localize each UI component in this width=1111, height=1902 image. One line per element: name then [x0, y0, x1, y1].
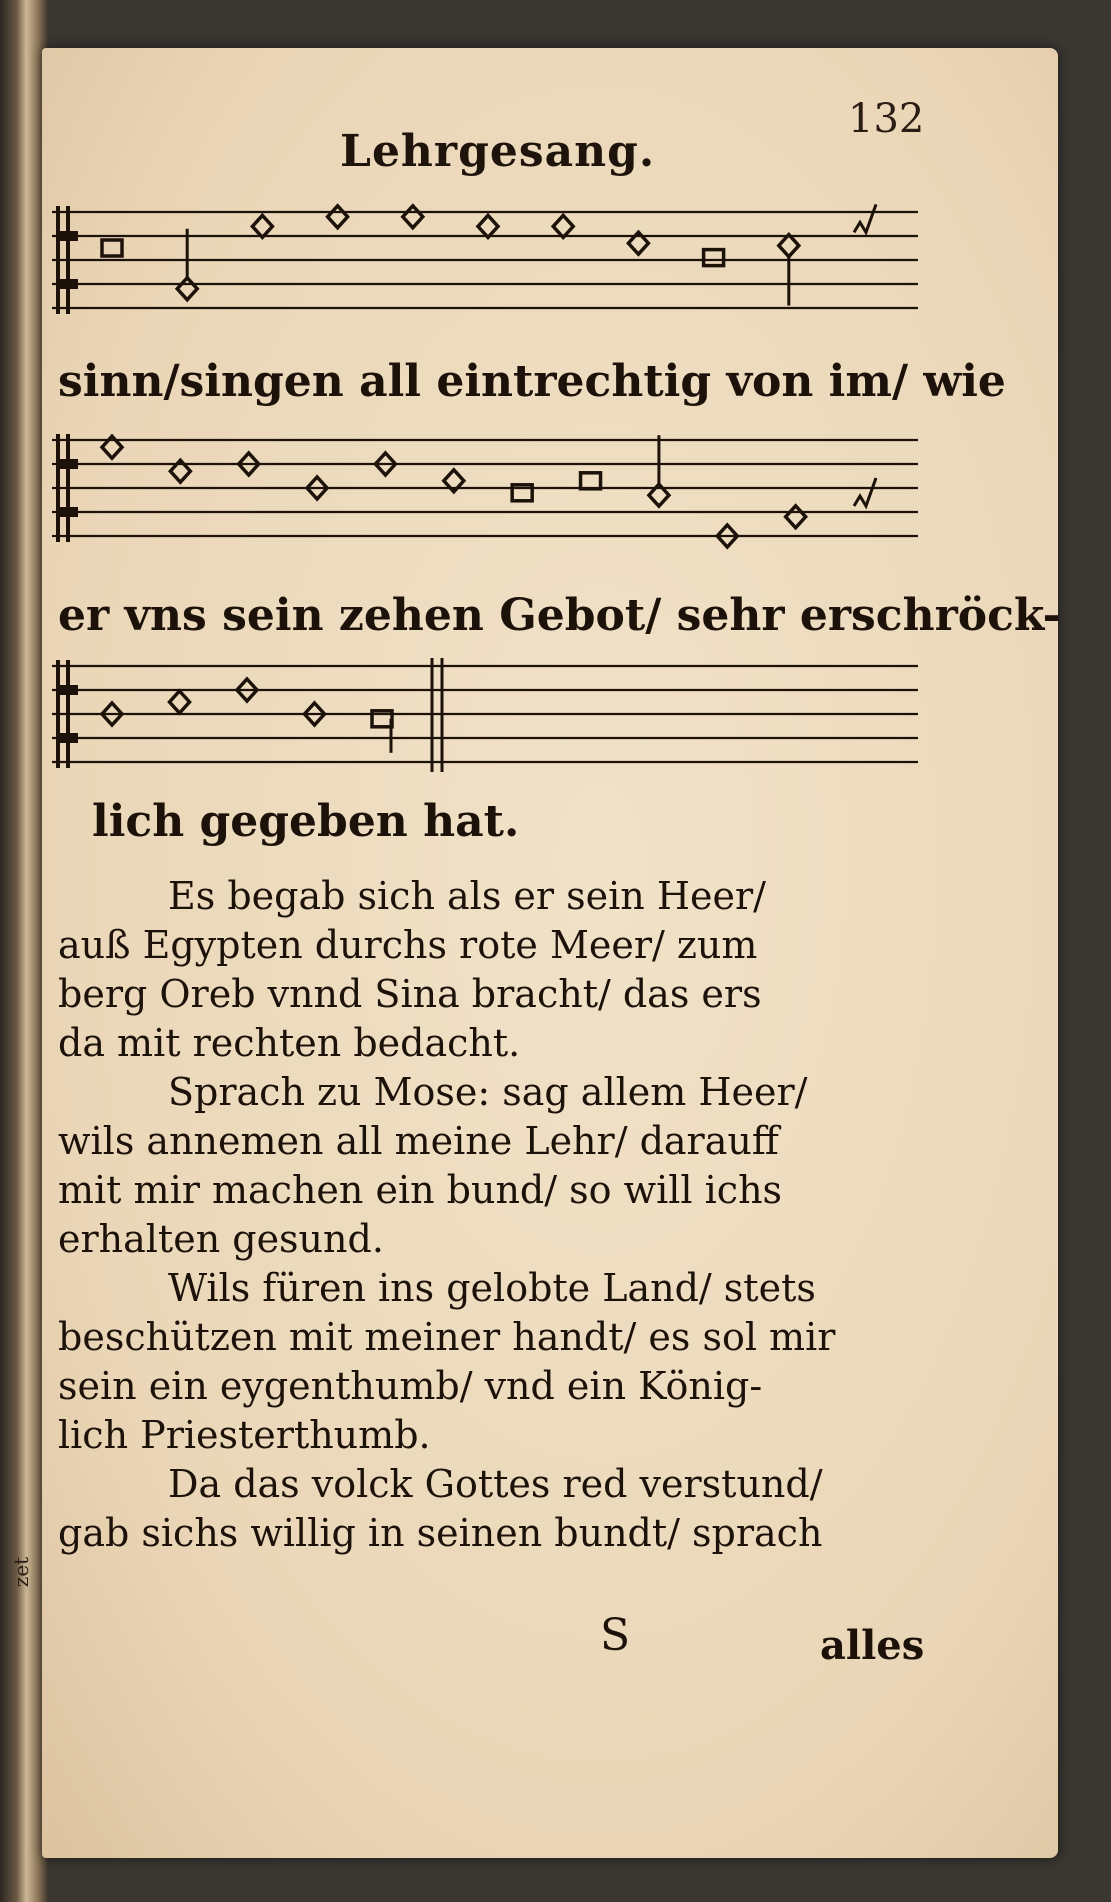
clef-icon: [56, 279, 78, 289]
note-diamond: [403, 206, 423, 228]
clef-icon: [56, 733, 78, 743]
running-head: Lehrgesang.: [340, 126, 656, 177]
staff-2-notation: [52, 420, 924, 570]
note-diamond: [177, 278, 197, 300]
page-number: 132: [848, 96, 925, 142]
verse-line: Wils füren ins gelobte Land/ stets: [168, 1266, 816, 1310]
clef-icon: [66, 434, 70, 542]
note-diamond: [252, 215, 272, 237]
clef-icon: [56, 206, 60, 314]
note-diamond: [779, 235, 799, 257]
catchword: alles: [820, 1622, 925, 1669]
verse-line: mit mir machen ein bund/ so will ichs: [58, 1168, 783, 1212]
verse-line: erhalten gesund.: [58, 1217, 384, 1261]
adjacent-page-edge: [0, 0, 48, 1902]
clef-icon: [56, 507, 78, 517]
staff-1-notation: [52, 192, 924, 342]
note-breve: [581, 473, 601, 489]
note-breve: [704, 250, 724, 266]
note-diamond: [328, 206, 348, 228]
staff-3-lyric: lich gegeben hat.: [92, 796, 520, 847]
staff-1-lyric: sinn/singen all eintrechtig von im/ wie: [58, 356, 1006, 407]
music-staff-1: [52, 192, 924, 342]
verse-line: gab sichs willig in seinen bundt/ sprach: [58, 1511, 823, 1555]
staff-3-notation: [52, 646, 924, 796]
verse-4: [58, 1460, 928, 1558]
clef-icon: [56, 685, 78, 695]
verse-line: sein ein eygenthumb/ vnd ein König-: [58, 1364, 763, 1408]
clef-icon: [56, 459, 78, 469]
verse-line: Sprach zu Mose: sag allem Heer/: [168, 1070, 808, 1114]
verse-line: Es begab sich als er sein Heer/: [168, 874, 766, 918]
adjacent-page-fragment: zet: [9, 1556, 34, 1588]
note-diamond: [553, 215, 573, 237]
verse-line: auß Egypten durchs rote Meer/ zum: [58, 923, 758, 967]
verse-line: berg Oreb vnnd Sina bracht/ das ers: [58, 972, 762, 1016]
custos-mark: [854, 478, 876, 506]
clef-icon: [66, 206, 70, 314]
clef-icon: [56, 231, 78, 241]
verse-3: [58, 1264, 928, 1460]
verse-line: Da das volck Gottes red verstund/: [168, 1462, 823, 1506]
signature-mark: S: [600, 1610, 631, 1661]
note-breve: [102, 240, 122, 256]
custos-mark: [854, 204, 876, 232]
music-staff-2: [52, 420, 924, 570]
note-diamond: [478, 215, 498, 237]
verse-1: [58, 872, 928, 1068]
verse-line: wils annemen all meine Lehr/ darauff: [58, 1119, 779, 1163]
clef-icon: [56, 660, 60, 768]
verse-2: [58, 1068, 928, 1264]
staff-2-lyric: er vns sein zehen Gebot/ sehr erschröck-: [58, 590, 1061, 641]
clef-icon: [56, 434, 60, 542]
note-diamond: [786, 506, 806, 528]
verse-line: da mit rechten bedacht.: [58, 1021, 521, 1065]
music-staff-3: [52, 646, 924, 796]
verse-line: lich Priesterthumb.: [58, 1413, 431, 1457]
note-diamond: [170, 691, 190, 713]
verse-line: beschützen mit meiner handt/ es sol mir: [58, 1315, 836, 1359]
clef-icon: [66, 660, 70, 768]
